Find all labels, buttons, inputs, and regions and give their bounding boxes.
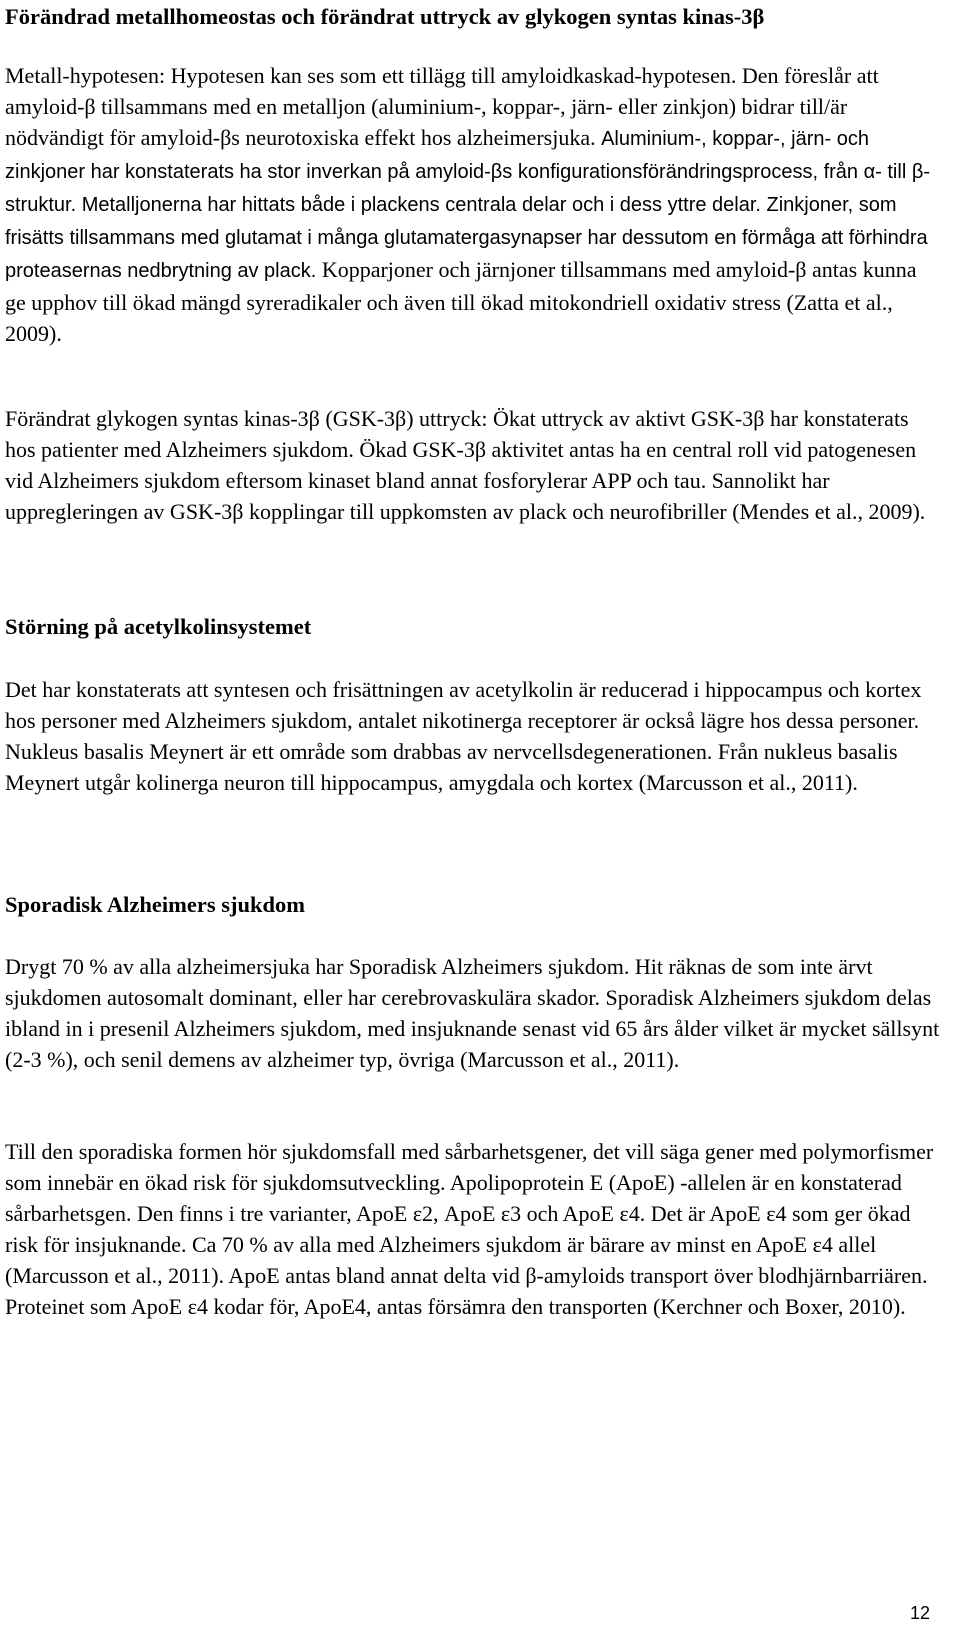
paragraph-text-sans: Aluminium-, koppar-, järn- och zinkjoner har konstaterats ha stor inverkan på amyloid-βs konfigurationsförändringsprocess, från α- till β-struktur. Metalljonerna har hittats både i plackens centrala delar och i dess yttre delar. Zinkjoner, som frisätts tillsammans med glutamat i många glutamatergasynapser har dessutom en förmåga att förhindra proteasernas nedbrytning av plack. (5, 128, 930, 282)
section-heading-sporadisk: Sporadisk Alzheimers sjukdom (5, 892, 306, 917)
paragraph-sporadisk-2: Till den sporadiska formen hör sjukdomsfall med sårbarhetsgener, det vill säga gener med polymorfismer som innebär en ökad risk för sjukdomsutveckling. Apolipoprotein E (ApoE) -allelen är en konstaterad sårbarhetsgen. Den finns i tre varianter, ApoE ε2, ApoE ε3 och ApoE ε4. Det är ApoE ε4 som ger ökad risk för insjuknande. Ca 70 % av alla med Alzheimers sjukdom är bärare av minst en ApoE ε4 allel (Marcusson et al., 2011). ApoE antas bland annat delta vid β-amyloids transport över blodhjärnbarriären. Proteinet som ApoE ε4 kodar för, ApoE4, antas försämra den transporten (Kerchner och Boxer, 2010). (5, 1139, 934, 1319)
paragraph-gsk3b: Förändrat glykogen syntas kinas-3β (GSK-3β) uttryck: Ökat uttryck av aktivt GSK-3β har konstaterats hos patienter med Alzheimers sjukdom. Ökad GSK-3β aktivitet antas ha en central roll vid patogenesen vid Alzheimers sjukdom eftersom kinaset bland annat fosforylerar APP och tau. Sannolikt har uppregleringen av GSK-3β kopplingar till uppkomsten av plack och neurofibriller (Mendes et al., 2009). (5, 406, 926, 524)
paragraph-text-serif: Metall-hypotesen: Hypotesen kan ses som ett tillägg till amyloidkaskad-hypotesen. Den föreslår att amyloid-β tillsammans med en metalljon (aluminium-, koppar-, järn- eller zinkjon) bidrar till/är nödvändigt för amyloid-βs neurotoxiska effekt hos alzheimersjuka. (5, 63, 879, 150)
section-heading-metallhomeostas: Förändrad metallhomeostas och förändrat uttryck av glykogen syntas kinas-3β (5, 4, 765, 29)
paragraph-acetylkolin: Det har konstaterats att syntesen och frisättningen av acetylkolin är reducerad i hippocampus och kortex hos personer med Alzheimers sjukdom, antalet nikotinerga receptorer är också lägre hos dessa personer. Nukleus basalis Meynert är ett område som drabbas av nervcellsdegenerationen. Från nukleus basalis Meynert utgår kolinerga neuron till hippocampus, amygdala och kortex (Marcusson et al., 2011). (5, 677, 922, 795)
section-heading-acetylkolin: Störning på acetylkolinsystemet (5, 614, 312, 639)
paragraph-text-tail: Kopparjoner och järnjoner tillsammans med amyloid-β antas kunna ge upphov till ökad mängd syreradikaler och även till ökad mitokondriell oxidativ stress (Zatta et al., 2009). (5, 257, 917, 346)
paragraph-metall-hypotesen (5, 60, 940, 349)
paragraph-sporadisk-1: Drygt 70 % av alla alzheimersjuka har Sporadisk Alzheimers sjukdom. Hit räknas de som inte ärvt sjukdomen autosomalt dominant, eller har cerebrovaskulära skador. Sporadisk Alzheimers sjukdom delas ibland in i presenil Alzheimers sjukdom, med insjuknande senast vid 65 års ålder vilket är mycket sällsynt (2-3 %), och senil demens av alzheimer typ, övriga (Marcusson et al., 2011). (5, 954, 940, 1072)
page-number: 12 (909, 1603, 930, 1623)
